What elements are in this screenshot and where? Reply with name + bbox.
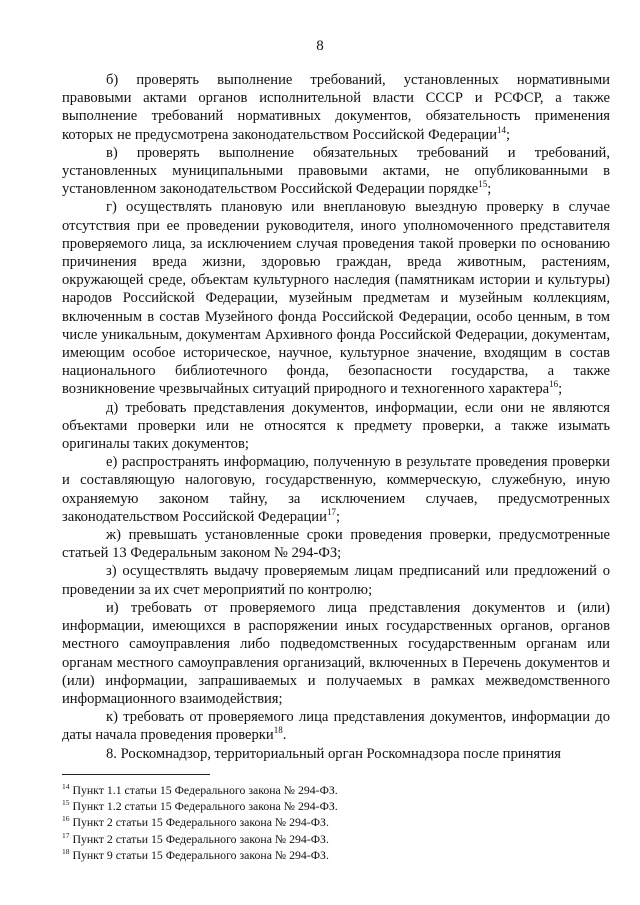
paragraph-d: д) требовать представления документов, информации, если они не являются объектами проверки или не относятся к предмету проверки, а также изымать оригиналы таких документов; [62, 399, 610, 453]
paragraph-g: г) осуществлять плановую или внеплановую выездную проверку в случае отсутствия при ее проведении руководителя, иного уполномоченного представителя проверяемого лица, за исключением случая проведения такой проверки по основанию причинения вреда жизни, здоровью граждан, вреда животным, растениям, окружающей среде, объектам культурного наследия (памятникам истории и культуры) народов Российской Федерации, музейным предметам и музейным коллекциям, включенным в состав Музейного фонда Российской Федерации, особо ценным, в том числе уникальным, документам Архивного фонда Российской Федерации, документам, имеющим особое историческое, научное, культурное значение, входящим в состав национального библиотечного фонда, безопасности государства, а также возникновение чрезвычайных ситуаций природного и техногенного характера$^{16}$; [62, 199, 610, 398]
footnote-ref: 15 [478, 179, 488, 190]
paragraph-b: б) проверять выполнение требований, установленных нормативными правовыми актами органов исполнительной власти СССР и РСФСР, а также выполнение требований нормативных документов, обязательность применения которых не предусмотрена законодательством Российской Федерации$^{14}$; [62, 72, 610, 143]
footnote-ref: 16 [549, 379, 559, 390]
footnote-divider [62, 774, 210, 775]
paragraph-8: 8. Роскомнадзор, территориальный орган Роскомнадзора после принятия [106, 745, 562, 762]
footnote: $^{14}$ Пункт 1.1 статьи 15 Федерального закона № 294-ФЗ. [62, 782, 338, 797]
footnote: $^{15}$ Пункт 1.2 статьи 15 Федерального закона № 294-ФЗ. [62, 798, 338, 814]
paragraph-v: в) проверять выполнение обязательных требований и требований, установленных муниципальными правовыми актами, не опубликованными в установленном законодательством Российской Федерации порядке$^{15}$; [62, 144, 610, 198]
page-number: 8 [316, 38, 324, 54]
footnote: $^{18}$ Пункт 9 статьи 15 Федерального закона № 294-ФЗ. [62, 846, 329, 862]
document-body [62, 71, 610, 763]
footnote-ref: 14 [497, 124, 507, 135]
footnote-ref: 17 [326, 507, 336, 518]
paragraph-k: к) требовать от проверяемого лица представления документов, информации до даты начала проведения проверки$^{18}$. [62, 709, 610, 744]
paragraph-e: е) распространять информацию, полученную в результате проведения проверки и составляющую налоговую, государственную, коммерческую, служебную, иную охраняемую законом тайну, за исключением случаев, предусмотренных законодательством Российской Федерации$^{17}$; [62, 454, 610, 525]
paragraph-i: и) требовать от проверяемого лица представления документов и (или) информации, имеющихся в распоряжении иных государственных органов, органов местного самоуправления либо подведомственных государственным органам или органам местного самоуправления организаций, включенных в Перечень документов и (или) информации, запрашиваемых и получаемых в рамках межведомственного информационного взаимодействия; [62, 599, 610, 707]
footnotes [62, 782, 610, 863]
paragraph-zh: ж) превышать установленные сроки проведения проверки, предусмотренные статьей 13 Федеральным законом № 294-ФЗ; [62, 527, 610, 562]
footnote: $^{16}$ Пункт 2 статьи 15 Федерального закона № 294-ФЗ. [62, 814, 329, 830]
footnote-ref: 18 [273, 725, 283, 736]
paragraph-z: з) осуществлять выдачу проверяемым лицам предписаний или предложений о проведении за их счет мероприятий по контролю; [62, 563, 610, 598]
footnote: $^{17}$ Пункт 2 статьи 15 Федерального закона № 294-ФЗ. [62, 830, 329, 846]
